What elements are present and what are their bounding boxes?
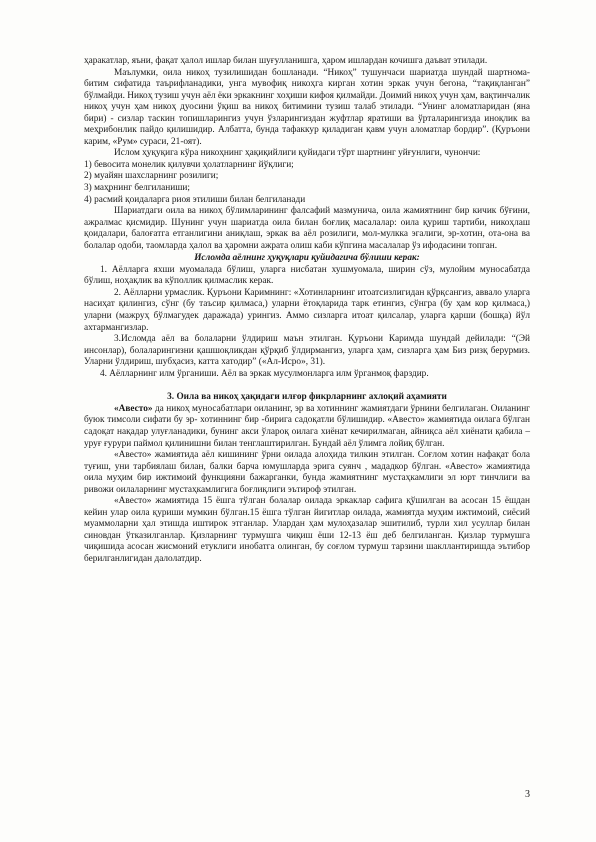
page-number: 3 (525, 789, 530, 800)
paragraph: Ислом ҳуқуқига кўра никоҳнинг ҳақиқийлиги қуйидаги тўрт шартнинг уйғунлиги, чунончи: (114, 148, 481, 159)
condition-item: 1) бевосита монелик қилувчи ҳолатларнинг йўқлиги; (84, 159, 294, 170)
rights-item: 4. Аёлларнинг илм ўрганиши. Аёл ва эркак мусулмонларга илм ўрганмоқ фарздир. (100, 368, 429, 379)
document-body (84, 56, 530, 566)
paragraph: Маълумки, оила никоҳ тузилишидан бошланади. “Никоҳ” тушунчаси шариатда шундай шартнома-битим сифатида таърифланадики, унга мувофиқ никоҳга кирган хотин эркак учун бегона, “тақиқланган” бўлмайди. Никоҳ тузиш учун аёл ёки эркакнинг хоҳиши кифоя қилмайди. Доимий никоҳ учун ҳам, вақтинчалик никоҳ учун ҳам никоҳ дуосини ўқиш ва никоҳ битимини тузиш талаб этилади. “Унинг аломатларидан (яна бири) - сизлар таскин топишларингиз учун ўзларингиздан жуфтлар яратиши ва ўрталарингизда иноқлик ва меҳрибонлик пайдо қилишидир. Албатта, бунда тафаккур қиладиган қавм учун аломатлар бордир”. (Қуръони карим, «Рум» сураси, 21-оят). (84, 67, 530, 147)
rights-item: 1. Аёлларга яхши муомалада бўлиш, уларга нисбатан хушмуомала, ширин сўз, мулойим муносабатда бўлиш, ноҳақлик ва кўполлик қилмаслик керак. (84, 264, 530, 287)
paragraph: Шариатдаги оила ва никоҳ бўлимларининг фалсафий мазмунича, оила жамиятнинг бир кичик бўғини, ажралмас қисмидир. Шунинг учун шариатда оила билан боғлиқ масалалар: оила қуриш тартиби, никоҳлаш қоидалари, балоғатга етганлигини аниқлаш, эркак ва аёл розилиги, мол-мулкка эгалиги, эр-хотин, ота-она ва болалар одоби, таомларда ҳалол ва ҳаромни ажрата олиш каби кўпгина масалалар ўз ифодасини топган. (84, 206, 530, 251)
rights-item: 3.Исломда аёл ва болаларни ўлдириш маън этилган. Қуръони Каримда шундай дейилади: “(Эй инсонлар), болаларингизни қашшоқликдан қўрқиб ўлдирмангиз, уларга ҳам, сизларга ҳам Биз ризқ берурмиз. Уларни ўлдириш, шубҳасиз, катта хатодир” («Ал-Исро», 31). (84, 334, 530, 368)
paragraph: «Авесто» жамиятида аёл кишининг ўрни оилада алоҳида тилкин этилган. Соғлом хотин нафақат бола туғиш, уни тарбиялаш билан, балки барча юмушларда эрига суянч , мададкор бўлган. «Авесто» жамиятида оила муҳим бир ижтимоий функцияни бажарганки, бунда жамиятнинг мустаҳкамлиги эл юрт тинчлиги ва ривожи оилаларнинг мустаҳкамлигига боғлиқлиги эътироф этилган. (84, 450, 530, 495)
condition-item: 2) муайян шахсларнинг розилиги; (84, 171, 219, 182)
section-title: 3. Оила ва никоҳ ҳақидаги илғор фикрларнинг ахлоқий аҳамияти (167, 392, 447, 403)
paragraph: «Авесто» жамиятида 15 ёшга тўлган болалар оилада эркаклар сафига қўшилган ва асосан 15 ёшдан кейин улар оила қуриши мумкин бўлган.15 ёшга тўлган йигитлар оилада, жамиятда муҳим ижтимоий, сиёсий муаммоларни ҳал этишда иштирок этганлар. Улардан ҳам мулоҳазалар эшитилиб, турли хил усуллар билан синовдан ўтказилганлар. Қизларнинг турмушга чиқиш ёши 12-13 ёш деб белгиланган. Қизлар турмушга чиқишида асосан жисмоний етуклиги инобатга олинган, бу соғлом турмуш тарзини шакллантиришда эътибор берилганлигидан далолатдир. (84, 496, 530, 564)
rights-heading: Исломда аёлнинг ҳуқуқлари қуйидагича бўлиши керак: (194, 253, 420, 264)
rights-item: 2. Аёлларни урмаслик. Қуръони Каримнинг: «Хотинларнинг итоатсизлигидан қўрқсангиз, аввало уларга насиҳат қилингиз, сўнг (бу таъсир қилмаса,) уларни ётоқларида тарк етингиз, сўнгра (бу ҳам кор қилмаса,) уларни (мажруҳ бўлмагудек даражада) урингиз. Аммо сизларга итоат қилсалар, уларга қарши (бошқа) йўл ахтармангизлар. (84, 287, 530, 333)
condition-item: 3) маҳрнинг белгиланиши; (84, 183, 190, 194)
paragraph: ҳаракатлар, яъни, фақат ҳалол ишлар билан шуғулланишга, ҳаром ишлардан кочишга даъват этилади. (84, 56, 488, 66)
paragraph-text: да никоҳ муносабатлари оиланинг, эр ва хотиннинг жамиятдаги ўрнини белгилаган. Оиланинг буюк тимсоли сифати бу эр- хотиннинг бир -бирига садоқатли бўлишидир. «Авесто» жамиятида оилага бўлган садоқат нақадар улуғланадики, бунинг акси ўлароқ оилага хиёнат кечирилмаган, айниқса аёл хиёнати қабила – уруғ ғурури паймол қилинишни билан тенглаштирилган. Бундай аёл ўлимга лойиқ бўлган. (84, 403, 530, 449)
avesto-bold: «Авесто» (114, 403, 153, 414)
paragraph (84, 404, 530, 450)
condition-item: 4) расмий қоидаларга риоя этилиши билан белгиланади (84, 194, 306, 205)
